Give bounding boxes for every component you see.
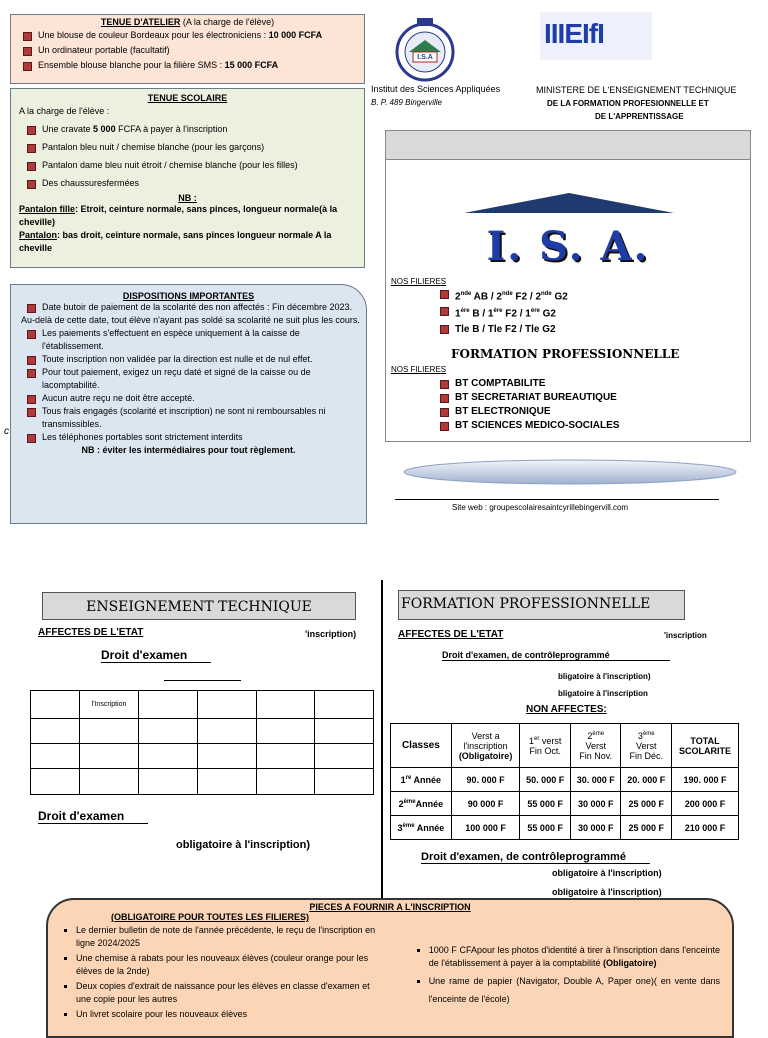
fees-value-cell: 55 000 F (520, 792, 571, 816)
fees-value-cell: 90. 000 F (451, 768, 520, 792)
pieces-right-item-1 (429, 944, 720, 970)
scolaire-item-text (42, 159, 298, 172)
bullet-icon (440, 307, 449, 316)
filieres-label-2: NOS FILIERES (391, 365, 447, 374)
th-v2-c: Fin Nov. (579, 750, 613, 761)
filiere-bt-label: BT SCIENCES MEDICO-SOCIALES (455, 420, 620, 431)
th-verst-inscription (451, 724, 520, 768)
decor-ellipse (402, 458, 738, 486)
bullet-icon (27, 180, 36, 189)
filiere-general-text (455, 322, 556, 337)
atelier-list (19, 29, 356, 72)
filiere-part: nde (501, 291, 513, 297)
filiere-bt-label: BT COMPTABILITE (455, 378, 546, 389)
nb2-text: : bas droit, ceinture normale, sans pinces longueur normale A la cheville (19, 230, 332, 253)
atelier-item-text (38, 29, 322, 42)
bullet-icon (440, 394, 449, 403)
filiere-general (440, 287, 568, 304)
th-v3-c: Fin Déc. (629, 750, 663, 761)
th-v2-sup: ème (592, 730, 605, 737)
technique-obligatoire: obligatoire à l'inscription) (176, 839, 311, 851)
bullet-icon (27, 356, 36, 365)
scolaire-item (27, 177, 356, 190)
scolaire-item-text (42, 123, 227, 136)
atelier-title: TENUE D'ATELIER (100, 17, 181, 27)
disp-item-label: Les paiements s'effectuent en espèce uniquement à la caisse de l'établissement. (42, 328, 300, 351)
atelier-item (23, 59, 356, 72)
filiere-bt (440, 405, 619, 419)
th-v1-b: verst (539, 735, 562, 746)
formation-inscription-frag: 'inscription (664, 631, 707, 640)
formation-bligatoire-2: bligatoire à l'inscription (558, 689, 648, 698)
filiere-bt-text (455, 377, 545, 391)
fees-class-cell (391, 816, 452, 840)
pieces-left-item: ▪ Le dernier bulletin de note de l'année précédente, le reçu de l'inscription en ligne 2024/2025 (76, 924, 385, 950)
fees-value-cell: 200 000 F (672, 792, 739, 816)
th-v3-sup: ème (642, 730, 655, 737)
nb2-label: Pantalon (19, 230, 58, 240)
pieces-left-item: ▪ Un livret scolaire pour les nouveaux élèves (76, 1008, 385, 1021)
ministry-logo (540, 12, 652, 60)
bullet-icon (27, 369, 36, 378)
dispositions-box (10, 284, 367, 524)
fees-value-cell: 25 000 F (621, 816, 672, 840)
th-verst-inscr-1: Verst a (471, 730, 500, 741)
th-verst-1 (520, 724, 571, 768)
pieces-title-1: PIECES A FOURNIR A L'INSCRIPTION (309, 902, 471, 912)
grid-cell-inscription: l'Inscription (80, 691, 139, 719)
fees-value-cell: 100 000 F (451, 816, 520, 840)
formation-prof-title: FORMATION PROFESSIONNELLE (401, 596, 651, 612)
formation-oblig-2: obligatoire à l'inscription) (552, 887, 662, 897)
fees-value-cell: 20. 000 F (621, 768, 672, 792)
non-affectes-text: NON AFFECTES (526, 704, 604, 715)
th-total-1: TOTAL (690, 735, 720, 746)
fees-value-cell: 90 000 F (451, 792, 520, 816)
formation-oblig-1: obligatoire à l'inscription) (552, 868, 662, 878)
ministry-line2: DE LA FORMATION PROFESIONNELLE ET (547, 99, 709, 108)
formation-title-box (398, 590, 685, 620)
nb1-text: : Etroit, ceinture normale, sans pinces, longueur normale(à la cheville) (19, 204, 338, 227)
fees-value-cell: 190. 000 F (672, 768, 739, 792)
filiere-general (440, 322, 568, 337)
pieces-box (46, 898, 734, 1038)
formation-bligatoire-1: bligatoire à l'inscription) (558, 672, 651, 681)
isa-box-header-bar (386, 131, 750, 160)
disp-item-label: Pour tout paiement, exigez un reçu daté et signé de la caisse ou de lacomptabilité. (42, 367, 311, 390)
filiere-part: nde (460, 291, 472, 297)
fees-row (391, 768, 739, 792)
filiere-bt-text (455, 419, 619, 433)
filiere-part: ère (493, 308, 503, 315)
atelier-item (23, 44, 356, 57)
class-num: 2 (398, 798, 404, 809)
disp-item-label: Tous frais engagés (scolarité et inscription) ne sont ni remboursables ni transmissibles. (42, 406, 326, 429)
fees-value-cell: 30 000 F (570, 816, 621, 840)
ministry-line1: MINISTERE DE L'ENSEIGNEMENT TECHNIQUE (536, 85, 737, 95)
scolaire-nb-title: NB : (178, 193, 197, 203)
filiere-part: G2 (551, 291, 568, 303)
formation-droit: Droit d'examen, de contrôleprogrammé (442, 650, 670, 661)
disp-item (27, 353, 360, 366)
scolaire-item-bold: 5 000 (93, 124, 116, 134)
pieces-right-list (413, 944, 720, 1023)
filiere-part: Tle B / Tle F2 / Tle G2 (455, 323, 556, 335)
th-v3-a: 3 (637, 730, 643, 741)
technique-droit: Droit d'examen (101, 648, 211, 663)
th-verst-2 (570, 724, 621, 768)
filiere-part: 1 (455, 308, 461, 320)
atelier-item (23, 29, 356, 42)
filiere-general-text (455, 287, 568, 304)
pieces-right-1-bold: (Obligatoire) (603, 958, 657, 968)
disp-item (27, 431, 360, 444)
scolaire-item (27, 141, 356, 154)
stray-c: c (4, 426, 9, 437)
dispositions-title: DISPOSITIONS IMPORTANTES (122, 291, 255, 301)
fees-value-cell: 210 000 F (672, 816, 739, 840)
th-verst-3 (621, 724, 672, 768)
scolaire-intro: A la charge de l'élève : (19, 106, 110, 116)
institut-name: Institut des Sciences Appliquées (371, 84, 501, 94)
scolaire-title: TENUE SCOLAIRE (147, 93, 228, 103)
th-v3-b: Verst (635, 740, 657, 751)
filiere-part: nde (541, 291, 552, 297)
disp-item-1-text: Date butoir de paiement de la scolarité des non affectés : Fin décembre 2023. (42, 302, 353, 312)
scolaire-item-text: Une cravate (42, 124, 91, 134)
general-list (440, 287, 568, 337)
scolaire-item-text: Pantalon bleu nuit / chemise blanche (pour les garçons) (42, 142, 265, 152)
fees-value-cell: 50. 000 F (520, 768, 571, 792)
filiere-part: ère (530, 308, 540, 315)
technique-affectes: AFFECTES DE L'ETAT (38, 627, 144, 638)
isa-box (385, 130, 751, 442)
fees-class-cell (391, 768, 452, 792)
scolaire-item-text (42, 177, 139, 190)
disp-item-label: Toute inscription non validée par la direction est nulle et de nul effet. (42, 354, 313, 364)
disp-item-label: Aucun autre reçu ne doit être accepté. (42, 393, 195, 403)
bullet-icon (440, 408, 449, 417)
site-web: Site web : groupescolairesaintcyrillebingervill.com (452, 503, 629, 512)
bullet-icon (27, 126, 36, 135)
technique-underline (164, 680, 241, 681)
bullet-icon (27, 330, 36, 339)
technique-title-box (42, 592, 356, 620)
disp-item (27, 366, 360, 392)
filieres-label: NOS FILIERES (391, 277, 447, 286)
class-sup: ème (403, 798, 416, 805)
pieces-right-item-2: ▪ Une rame de papier (Navigator, Double A, Paper one)( en vente dans l'enceinte de l'école) (429, 972, 720, 1008)
filiere-part: F2 / 2 (512, 291, 542, 303)
th-total-2: SCOLARITE (679, 745, 732, 756)
atelier-box (10, 14, 365, 84)
filiere-part: ère (460, 308, 470, 315)
atelier-subtitle: (A la charge de l'élève) (182, 17, 275, 27)
pieces-left-list (60, 924, 385, 1023)
filiere-part: 2 (455, 291, 461, 303)
atelier-item-price: 15 000 FCFA (224, 60, 279, 70)
th-total (672, 724, 739, 768)
disp-item-label: Les téléphones portables sont strictement interdits (42, 432, 243, 442)
scolaire-list (19, 123, 356, 190)
bullet-icon (27, 162, 36, 171)
bullet-icon (27, 434, 36, 443)
disp-item (27, 327, 360, 353)
disp-nb: NB : éviter les intermédiaires pour tout règlement. (81, 445, 296, 455)
scolaire-item-text: Des chaussuresfermées (42, 178, 140, 188)
atelier-item-text (38, 44, 170, 57)
bullet-icon (440, 422, 449, 431)
site-divider (395, 499, 719, 500)
bullet-icon (23, 32, 32, 41)
class-sup: re (405, 774, 412, 781)
technique-inscription-frag: 'inscription) (305, 629, 357, 639)
isa-logo-text: I.S.A (417, 54, 433, 61)
column-divider (381, 580, 383, 898)
scolaire-item-text: Pantalon dame bleu nuit étroit / chemise blanche (pour les filles) (42, 160, 298, 170)
fees-row (391, 792, 739, 816)
disp-list (27, 327, 360, 444)
scolaire-item (27, 159, 356, 172)
filiere-bt (440, 377, 619, 391)
disp-item (27, 392, 360, 405)
scolaire-nb2 (19, 229, 356, 255)
fees-row (391, 816, 739, 840)
fees-value-cell: 25 000 F (621, 792, 672, 816)
class-label: Année (414, 822, 445, 833)
atelier-item-text (38, 59, 278, 72)
th-verst-inscr-3: (Obligatoire) (458, 750, 513, 761)
filiere-bt-text (455, 391, 617, 405)
filiere-bt-label: BT SECRETARIAT BUREAUTIQUE (455, 392, 617, 403)
pieces-left-item: ▪ Une chemise à rabats pour les nouveaux élèves (couleur orange pour les élèves de la 2nde) (76, 952, 385, 978)
non-affectes-label: NON AFFECTES: (526, 704, 607, 715)
bullet-icon (440, 290, 449, 299)
class-label: Année (411, 774, 442, 785)
fees-value-cell: 55 000 F (520, 816, 571, 840)
th-v2-a: 2 (587, 730, 593, 741)
class-num: 1 (400, 774, 406, 785)
bullet-icon (27, 304, 36, 313)
disp-item (27, 405, 360, 431)
scolaire-item-text (42, 141, 264, 154)
filiere-part: F2 / 1 (502, 308, 531, 320)
isa-big-title: I. S. A. (486, 223, 650, 270)
atelier-item-text: Un ordinateur portable (facultatif) (38, 45, 170, 55)
filiere-general-text (455, 304, 556, 321)
roof-shape (464, 191, 674, 217)
bullet-icon (23, 47, 32, 56)
filiere-bt-text (455, 405, 551, 419)
scolaire-item (27, 123, 356, 136)
scolaire-box (10, 88, 365, 268)
filiere-bt (440, 391, 619, 405)
nb1-label: Pantalon fille (19, 204, 76, 214)
disp-item-text (42, 405, 360, 431)
fees-class-cell (391, 792, 452, 816)
th-classes: Classes (391, 724, 452, 768)
bullet-icon (23, 62, 32, 71)
formation-affectes: AFFECTES DE L'ETAT (398, 629, 504, 640)
th-verst-inscr-2: l'inscription (463, 740, 508, 751)
atelier-item-price: 10 000 FCFA (268, 30, 323, 40)
th-v2-b: Verst (585, 740, 606, 751)
bullet-icon (27, 408, 36, 417)
institut-address: B. P. 489 Bingerville (371, 98, 443, 107)
class-label: Année (415, 798, 444, 809)
th-v1-sup: er (534, 735, 540, 742)
filiere-general (440, 304, 568, 321)
disp-item-text (42, 327, 360, 353)
scolaire-item-rest: FCFA à payer à l'inscription (118, 124, 228, 134)
pieces-right-1-text: 1000 F CFApour les photos d'identité à tirer à l'inscription dans l'enceinte de l'établissement à payer à la comptabilité (428, 945, 720, 968)
technique-droit-2: Droit d'examen (38, 809, 148, 824)
filiere-part: AB / 2 (471, 291, 502, 303)
technique-title: ENSEIGNEMENT TECHNIQUE (86, 599, 312, 615)
ministry-line3: DE L'APPRENTISSAGE (595, 112, 684, 121)
formation-title: FORMATION PROFESSIONNELLE (451, 347, 680, 361)
bullet-icon (27, 144, 36, 153)
filiere-part: G2 (539, 308, 556, 320)
fees-value-cell: 30 000 F (570, 792, 621, 816)
fees-table (390, 723, 739, 840)
bullet-icon (440, 380, 449, 389)
disp-note-1: Au-delà de cette date, tout élève n'ayant pas soldé sa scolarité ne suit plus les cours. (21, 315, 360, 325)
bullet-icon (440, 325, 449, 334)
bt-list (440, 377, 619, 433)
th-v1-a: 1 (529, 735, 535, 746)
technique-grid (30, 690, 374, 795)
atelier-item-text: Ensemble blouse blanche pour la filière SMS : (38, 60, 223, 70)
filiere-part: B / 1 (469, 308, 494, 320)
pieces-title-2: (OBLIGATOIRE POUR TOUTES LES FILIERES) (110, 912, 309, 922)
formation-droit-2: Droit d'examen, de contrôleprogrammé (421, 851, 650, 864)
disp-item-text (42, 392, 195, 405)
disp-item-1 (27, 301, 360, 314)
fees-body (391, 768, 739, 840)
atelier-item-text: Une blouse de couleur Bordeaux pour les électroniciens : (38, 30, 267, 40)
scolaire-nb1 (19, 203, 356, 229)
isa-logo (395, 14, 455, 84)
disp-item-text (42, 366, 360, 392)
filiere-bt (440, 419, 619, 433)
bullet-icon (27, 395, 36, 404)
pieces-left-item: ▪ Deux copies d'extrait de naissance pour les élèves en classe d'examen et une copie pour les autres (76, 980, 385, 1006)
fees-value-cell: 30. 000 F (570, 768, 621, 792)
class-num: 3 (397, 822, 403, 833)
disp-item-text (42, 431, 243, 444)
class-sup: ème (402, 822, 415, 829)
filiere-bt-label: BT ELECTRONIQUE (455, 406, 551, 417)
ministry-logo-text: IIIEIfI (544, 18, 604, 49)
disp-item-text (42, 353, 313, 366)
th-v1-c: Fin Oct. (529, 745, 561, 756)
